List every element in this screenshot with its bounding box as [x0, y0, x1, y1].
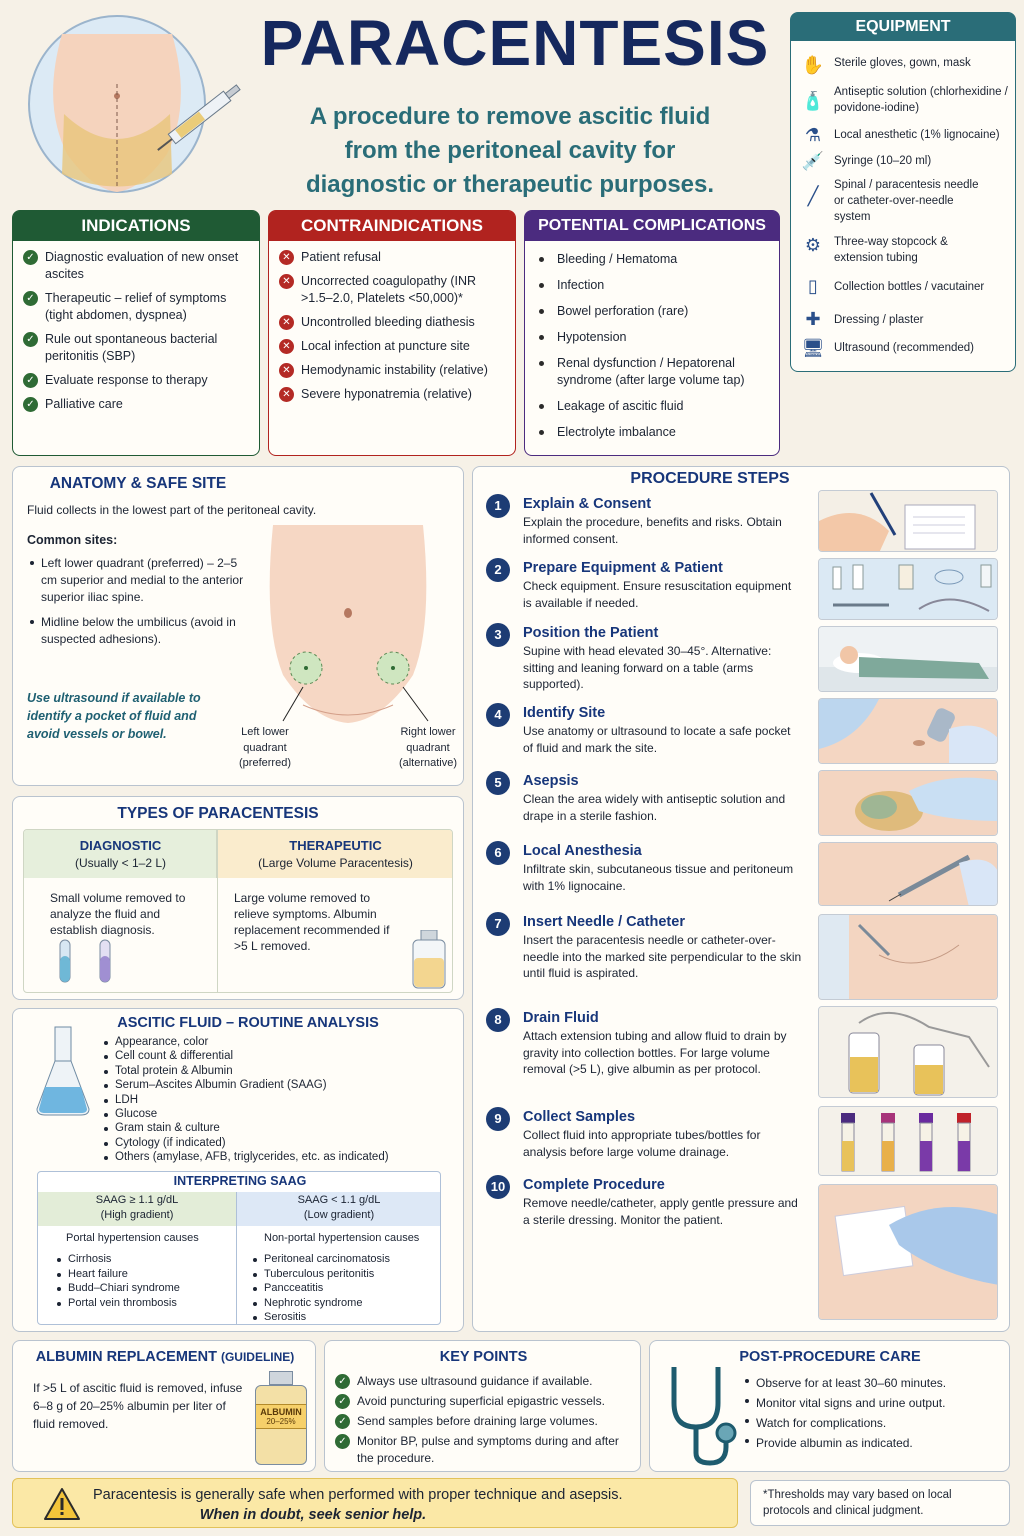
- check-icon: ✓: [23, 332, 38, 347]
- equipment-header: EQUIPMENT: [791, 13, 1015, 41]
- equipment-item: Local anesthetic (1% lignocaine): [834, 129, 1000, 141]
- equipment-tray-illustration: [818, 558, 998, 620]
- analysis-title: ASCITIC FLUID – ROUTINE ANALYSIS: [117, 1015, 379, 1031]
- list-item: Cytology (if indicated): [101, 1136, 389, 1150]
- step-description: Use anatomy or ultrasound to locate a safe pocket of fluid and mark the site.: [523, 724, 791, 755]
- saag-table: [37, 1171, 441, 1325]
- saag-high-sub: (High gradient): [100, 1209, 174, 1221]
- x-icon: ✕: [279, 274, 294, 289]
- x-icon: ✕: [279, 250, 294, 265]
- therapeutic-text: Large volume removed to relieve symptoms. Albumin replacement recommended if >5 L removed.: [234, 891, 390, 953]
- albumin-card: [12, 1340, 316, 1472]
- drainage-bottles-illustration: [818, 1006, 998, 1098]
- saag-title: INTERPRETING SAAG: [173, 1174, 307, 1188]
- saag-low-sub: (Low gradient): [303, 1209, 375, 1221]
- list-item: ✓ Diagnostic evaluation of new onset ascites: [23, 249, 249, 283]
- equipment-item: Collection bottles / vacutainer: [834, 281, 985, 293]
- step-title: Complete Procedure: [523, 1177, 665, 1193]
- syringe-icon: 💉: [801, 151, 825, 171]
- consent-illustration: [818, 490, 998, 552]
- saag-low-header: SAAG < 1.1 g/dL: [297, 1194, 381, 1206]
- equipment-item: Three-way stopcock & extension tubing: [834, 236, 948, 264]
- saag-low-cause: Non-portal hypertension causes: [264, 1232, 420, 1244]
- complications-header: POTENTIAL COMPLICATIONS: [525, 211, 779, 241]
- warning-emphasis: When in doubt, seek senior help.: [199, 1507, 427, 1523]
- list-item: Provide albumin as indicated.: [742, 1433, 946, 1453]
- check-icon: ✓: [23, 397, 38, 412]
- list-item: Electrolyte imbalance: [535, 424, 769, 441]
- list-item: Cirrhosis: [54, 1252, 180, 1267]
- dressing-illustration: [818, 1184, 998, 1320]
- step-description: Insert the paracentesis needle or catheter-over-needle into the marked site perpendicular to the skin until fluid is aspirated.: [523, 933, 802, 980]
- saag-high-cause: Portal hypertension causes: [66, 1232, 199, 1244]
- list-item: Pancceatitis: [250, 1281, 390, 1296]
- albumin-bottle-icon: ALBUMIN 20–25%: [255, 1371, 307, 1467]
- left-lower-quadrant-label: Left lower quadrant (preferred): [239, 726, 291, 769]
- step-title: Prepare Equipment & Patient: [523, 560, 723, 576]
- indications-header: INDICATIONS: [13, 211, 259, 241]
- list-item: Serositis: [250, 1310, 390, 1325]
- list-item: ✓ Therapeutic – relief of symptoms (tight abdomen, dyspnea): [23, 290, 249, 324]
- equipment-item: Antiseptic solution (chlorhexidine / povidone-iodine): [834, 86, 1008, 114]
- diagnostic-text: Small volume removed to analyze the fluid and establish diagnosis.: [50, 891, 186, 937]
- albumin-title: ALBUMIN REPLACEMENT (GUIDELINE): [35, 1349, 295, 1365]
- list-item: ✕ Hemodynamic instability (relative): [279, 362, 505, 379]
- page-subtitle: A procedure to remove ascitic fluid from the peritoneal cavity for diagnostic or therapeutic purposes.: [305, 103, 715, 198]
- list-item: Infection: [535, 277, 769, 294]
- list-item: ✕ Uncorrected coagulopathy (INR >1.5–2.0, Platelets <50,000)*: [279, 273, 505, 307]
- procedure-title: PROCEDURE STEPS: [630, 470, 790, 487]
- list-item: Portal vein thrombosis: [54, 1296, 180, 1311]
- keypoints-card: [324, 1340, 641, 1472]
- equipment-item: Dressing / plaster: [834, 314, 924, 326]
- list-item: Serum–Ascites Albumin Gradient (SAAG): [101, 1078, 389, 1092]
- check-icon: ✓: [335, 1374, 350, 1389]
- list-item: Leakage of ascitic fluid: [535, 398, 769, 415]
- list-item: Tuberculous peritonitis: [250, 1267, 390, 1282]
- step-description: Remove needle/catheter, apply gentle pressure and a sterile dressing. Monitor the patient.: [523, 1196, 798, 1227]
- list-item: ✓ Monitor BP, pulse and symptoms during and after the procedure.: [335, 1433, 632, 1467]
- albumin-text: If >5 L of ascitic fluid is removed, infuse 6–8 g of 20–25% albumin per liter of fluid removed.: [33, 1381, 243, 1431]
- check-icon: ✓: [335, 1414, 350, 1429]
- abdomen-illustration: [22, 14, 272, 194]
- warning-banner: [12, 1478, 738, 1528]
- vial-icon: ⚗: [804, 125, 822, 145]
- list-item: Others (amylase, AFB, triglycerides, etc. as indicated): [101, 1150, 389, 1164]
- equipment-item: Spinal / paracentesis needle or catheter-over-needle system: [834, 179, 979, 223]
- list-item: Budd–Chiari syndrome: [54, 1281, 180, 1296]
- page-title: PARACENTESIS: [260, 7, 770, 79]
- ultrasound-icon: 🖥: [801, 338, 825, 358]
- needle-insertion-illustration: [818, 914, 998, 1000]
- list-item: Midline below the umbilicus (avoid in suspected adhesions).: [27, 614, 247, 648]
- flask-icon: [33, 1025, 93, 1117]
- fluid-bottle-icon: [409, 930, 449, 990]
- step-title: Insert Needle / Catheter: [523, 914, 685, 930]
- x-icon: ✕: [279, 315, 294, 330]
- anesthesia-illustration: [818, 842, 998, 906]
- list-item: ✓ Send samples before draining large volumes.: [335, 1413, 632, 1430]
- list-item: ✕ Severe hyponatremia (relative): [279, 386, 505, 403]
- list-item: Watch for complications.: [742, 1413, 946, 1433]
- list-item: LDH: [101, 1093, 389, 1107]
- list-item: Peritoneal carcinomatosis: [250, 1252, 390, 1267]
- analysis-card: [12, 1008, 464, 1332]
- list-item: ✓ Rule out spontaneous bacterial peritonitis (SBP): [23, 331, 249, 365]
- ultrasound-illustration: [818, 698, 998, 764]
- list-item: Gram stain & culture: [101, 1121, 389, 1135]
- list-item: ✓ Evaluate response to therapy: [23, 372, 249, 389]
- keypoints-title: KEY POINTS: [439, 1349, 528, 1365]
- types-card: [12, 796, 464, 1000]
- torso-illustration: [243, 525, 453, 725]
- asepsis-illustration: [818, 770, 998, 836]
- step-description: Clean the area widely with antiseptic solution and drape in a sterile fashion.: [523, 792, 786, 823]
- list-item: Appearance, color: [101, 1035, 389, 1049]
- warning-icon: [43, 1487, 81, 1521]
- step-title: Collect Samples: [523, 1109, 636, 1125]
- list-item: Nephrotic syndrome: [250, 1296, 390, 1311]
- anatomy-card: [12, 466, 464, 786]
- step-title: Local Anesthesia: [523, 843, 642, 859]
- check-icon: ✓: [335, 1394, 350, 1409]
- types-title: TYPES OF PARACENTESIS: [117, 805, 319, 822]
- x-icon: ✕: [279, 363, 294, 378]
- equipment-item: Sterile gloves, gown, mask: [834, 57, 971, 69]
- step-description: Attach extension tubing and allow fluid to drain by gravity into collection bottles. For large volume removal (>5 L), give albumin as per protocol.: [523, 1029, 787, 1076]
- test-tubes-icon: [54, 938, 124, 986]
- step-title: Explain & Consent: [523, 496, 652, 512]
- patient-position-illustration: [818, 626, 998, 692]
- list-item: ✕ Uncontrolled bleeding diathesis: [279, 314, 505, 331]
- diagnostic-subtitle: (Usually < 1–2 L): [74, 856, 167, 870]
- sample-tubes-illustration: [818, 1106, 998, 1176]
- list-item: Renal dysfunction / Hepatorenal syndrome (after large volume tap): [535, 355, 769, 389]
- list-item: ✕ Patient refusal: [279, 249, 505, 266]
- saag-high-header: SAAG ≥ 1.1 g/dL: [95, 1194, 179, 1206]
- contraindications-card: [268, 210, 516, 456]
- stopcock-icon: ⚙: [804, 235, 822, 255]
- stethoscope-icon: [664, 1363, 746, 1467]
- sites-label: Common sites:: [27, 533, 118, 547]
- list-item: ✓ Always use ultrasound guidance if available.: [335, 1373, 632, 1390]
- list-item: Total protein & Albumin: [101, 1064, 389, 1078]
- bottle-icon: ▯: [808, 276, 818, 296]
- antiseptic-bottle-icon: 🧴: [801, 91, 825, 111]
- post-care-card: [649, 1340, 1010, 1472]
- warning-text: Paracentesis is generally safe when performed with proper technique and asepsis.: [93, 1487, 623, 1503]
- list-item: ✕ Local infection at puncture site: [279, 338, 505, 355]
- step-description: Infiltrate skin, subcutaneous tissue and peritoneum with 1% lignocaine.: [523, 862, 794, 893]
- diagnostic-title: DIAGNOSTIC: [79, 838, 162, 853]
- right-lower-quadrant-label: Right lower quadrant (alternative): [398, 726, 458, 769]
- therapeutic-title: THERAPEUTIC: [289, 838, 382, 853]
- needle-icon: ╱: [807, 186, 819, 206]
- x-icon: ✕: [279, 339, 294, 354]
- plaster-icon: ✚: [805, 309, 821, 329]
- therapeutic-subtitle: (Large Volume Paracentesis): [258, 856, 413, 870]
- anatomy-intro: Fluid collects in the lowest part of the peritoneal cavity.: [27, 503, 317, 517]
- list-item: Bowel perforation (rare): [535, 303, 769, 320]
- footnote: *Thresholds may vary based on local protocols and clinical judgment.: [750, 1480, 1010, 1526]
- list-item: Glucose: [101, 1107, 389, 1121]
- contraindications-header: CONTRAINDICATIONS: [269, 211, 515, 241]
- ultrasound-note: Use ultrasound if available to identify a pocket of fluid and avoid vessels or bowel.: [27, 691, 201, 741]
- step-description: Supine with head elevated 30–45°. Alternative: sitting and leaning forward on a table (arms supported).: [523, 644, 772, 691]
- list-item: Heart failure: [54, 1267, 180, 1282]
- post-care-title: POST-PROCEDURE CARE: [739, 1349, 921, 1365]
- step-title: Asepsis: [523, 773, 579, 789]
- list-item: ✓ Palliative care: [23, 396, 249, 413]
- equipment-item: Ultrasound (recommended): [834, 342, 974, 354]
- list-item: Left lower quadrant (preferred) – 2–5 cm superior and medial to the anterior superior iliac spine.: [27, 555, 247, 606]
- step-description: Check equipment. Ensure resuscitation equipment is available if needed.: [523, 579, 792, 610]
- check-icon: ✓: [23, 250, 38, 265]
- list-item: ✓ Avoid puncturing superficial epigastric vessels.: [335, 1393, 632, 1410]
- check-icon: ✓: [23, 291, 38, 306]
- list-item: Hypotension: [535, 329, 769, 346]
- equipment-item: Syringe (10–20 ml): [834, 155, 932, 167]
- step-description: Collect fluid into appropriate tubes/bottles for analysis before large volume drainage.: [523, 1128, 761, 1159]
- step-title: Position the Patient: [523, 625, 659, 641]
- complications-card: [524, 210, 780, 456]
- indications-card: [12, 210, 260, 456]
- step-description: Explain the procedure, benefits and risks. Obtain informed consent.: [523, 515, 782, 546]
- check-icon: ✓: [335, 1434, 350, 1449]
- list-item: Observe for at least 30–60 minutes.: [742, 1373, 946, 1393]
- step-title: Drain Fluid: [523, 1010, 599, 1026]
- list-item: Monitor vital signs and urine output.: [742, 1393, 946, 1413]
- list-item: Bleeding / Hematoma: [535, 251, 769, 268]
- gloves-icon: ✋: [801, 55, 825, 75]
- check-icon: ✓: [23, 373, 38, 388]
- anatomy-title: ANATOMY & SAFE SITE: [49, 475, 227, 492]
- x-icon: ✕: [279, 387, 294, 402]
- list-item: Cell count & differential: [101, 1049, 389, 1063]
- step-title: Identify Site: [523, 705, 606, 721]
